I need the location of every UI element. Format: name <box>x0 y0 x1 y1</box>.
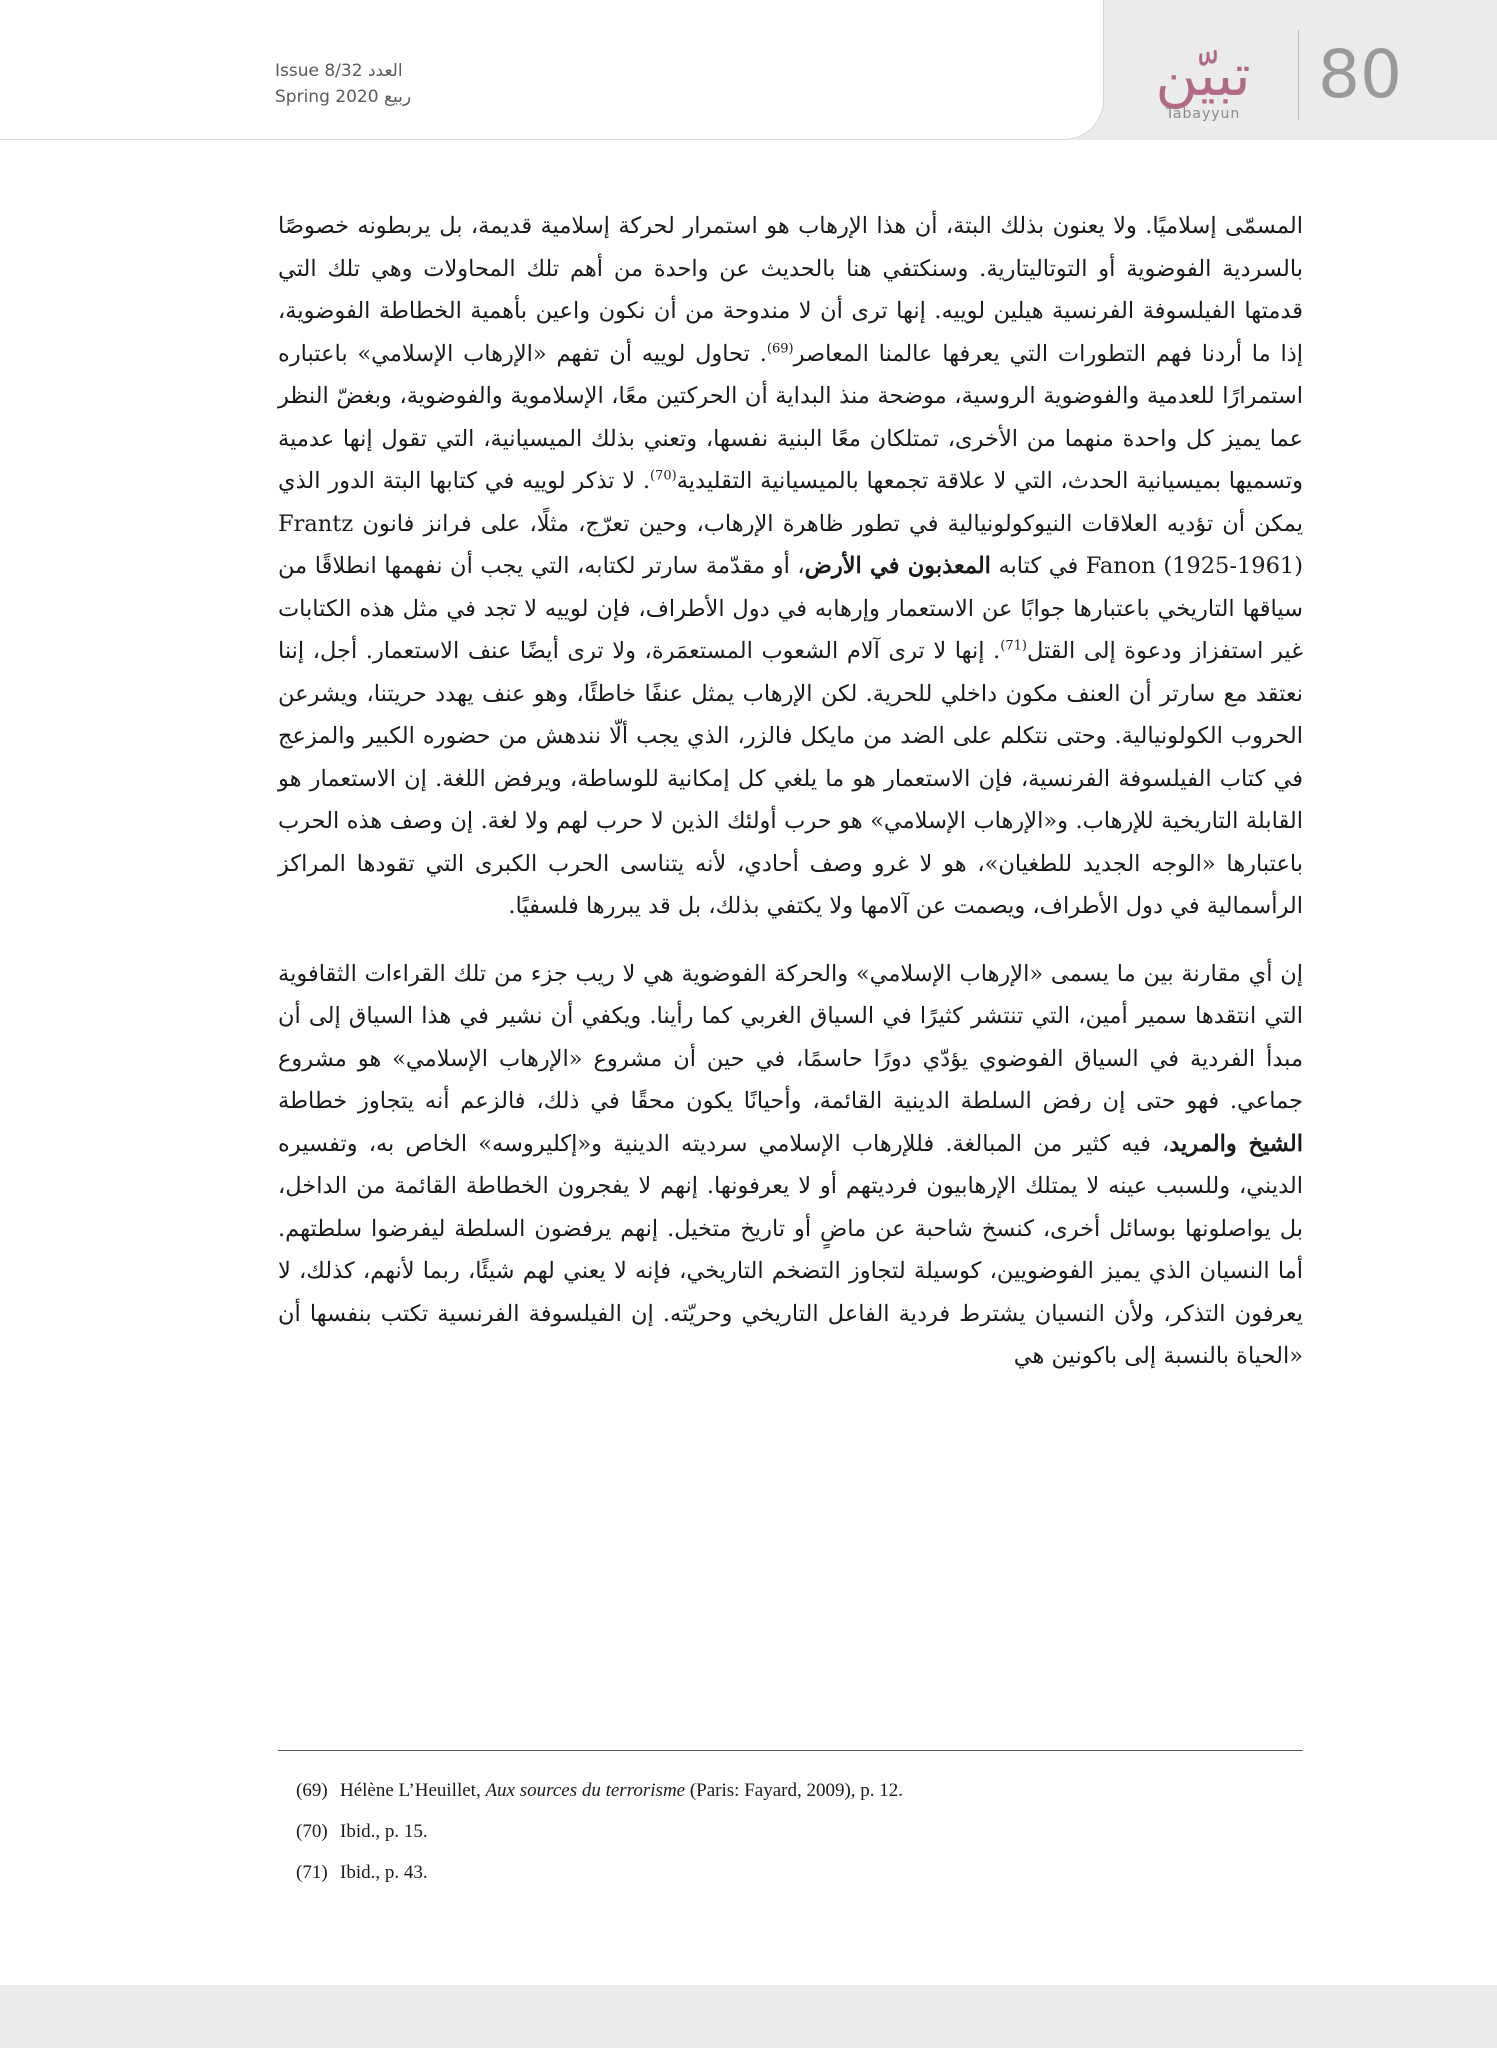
footnote-rest: (Paris: Fayard, 2009), p. 12. <box>685 1780 904 1801</box>
footnote-ref-69[interactable]: (69) <box>766 341 794 356</box>
text-run: . إنها لا ترى آلام الشعوب المستعمَرة، ولا ترى أيضًا عنف الاستعمار. أجل، إننا نعتقد مع سارتر أن العنف مكون داخلي للحرية. لكن الإرهاب يمثل عنفًا خاطئًا، وهو عنف يهدد حريتنا، ويشرعن الحروب الكولونيالية. وحتى نتكلم على الضد من مايكل فالزر، الذي يجب ألّا نندهش من حضوره الكبير والمزعج في كتاب الفيلسوفة الفرنسية، فإن الاستعمار هو ما يلغي كل إمكانية للوساطة، ويرفض اللغة. إن الاستعمار هو القابلة التاريخية للإرهاب. و«الإرهاب الإسلامي» هو حرب أولئك الذين لا حرب لهم ولا لغة. إن وصف هذه الحرب باعتبارها «الوجه الجديد للطغيان»، هو لا غرو وصف أحادي، لأنه يتناسى الحرب الكبرى التي تقودها المراكز الرأسمالية في دول الأطراف، ويصمت عن آلامها ولا يكتفي بذلك، بل قد يبررها فلسفيًا. <box>278 638 1303 919</box>
logo-latin: Tabayyun <box>1165 106 1241 122</box>
footnote-title: Aux sources du terrorisme <box>485 1780 686 1801</box>
footnote-69 <box>296 1770 1296 1811</box>
footnotes <box>296 1770 1296 1893</box>
footnote-number: (70) <box>296 1821 328 1842</box>
text-run: . تحاول لوييه أن تفهم «الإرهاب الإسلامي» باعتباره استمرارًا للعدمية والفوضوية الروسية، موضحة منذ البداية أن الحركتين معًا، الإسلاموية والفوضوية، وبغضّ النظر عما يميز كل واحدة منهما من الأخرى، تمتلكان معًا البنية نفسها، وتعني بذلك الميسيانية، التي تقول إنها عدمية وتسميها بميسيانية الحدث، التي لا علاقة تجمعها بالميسيانية التقليدية <box>278 340 1303 494</box>
footnote-number: (71) <box>296 1862 328 1883</box>
header-card <box>0 0 1104 140</box>
footnote-ref-70[interactable]: (70) <box>650 468 677 484</box>
page-number: 80 <box>1318 36 1402 113</box>
header-divider <box>1298 30 1299 120</box>
paragraph-2 <box>278 953 1303 1378</box>
season-line: Spring 2020 ربيع <box>275 87 412 107</box>
footnote-author: Hélène L’Heuillet, <box>340 1780 486 1801</box>
text-run: . لا تذكر لوييه في كتابها البتة الدور الذي يمكن أن تؤديه العلاقات النيوكولونيالية في تطور ظاهرة الإرهاب، وحين تعرّج، مثلًا، على فرانز فانون Frantz Fanon (1925-1961) في كتابه <box>278 468 1303 579</box>
issue-info <box>275 58 455 110</box>
paragraph-1 <box>278 205 1303 928</box>
book-title: المعذبون في الأرض <box>804 553 991 579</box>
footnote-ref-71[interactable]: (71) <box>1000 638 1027 654</box>
footnote-text: Ibid., p. 43. <box>340 1862 428 1883</box>
article-body <box>278 205 1303 1378</box>
text-run: إن أي مقارنة بين ما يسمى «الإرهاب الإسلامي» والحركة الفوضوية هي لا ريب جزء من تلك القراءات الثقافوية التي انتقدها سمير أمين، التي تنتشر كثيرًا في السياق الغربي كما رأينا. ويكفي أن نشير في هذا السياق إلى أن مبدأ الفردية في السياق الفوضوي يؤدّي دورًا حاسمًا، في حين أن مشروع «الإرهاب الإسلامي» هو مشروع جماعي. فهو حتى إن رفض السلطة الدينية القائمة، وأحيانًا يكون محقًا في ذلك، فالزعم أنه يتجاوز خطاطة <box>278 960 1303 1114</box>
text-run: المسمّى إسلاميًا. ولا يعنون بذلك البتة، أن هذا الإرهاب هو استمرار لحركة إسلامية قديمة، بل يربطونه خصوصًا بالسردية الفوضوية أو التوتاليتارية. وسنكتفي هنا بالحديث عن واحدة من أهم تلك المحاولات وهي تلك التي قدمتها الفيلسوفة الفرنسية هيلين لوييه. إنها ترى أن لا مندوحة من أن نكون واعين بأهمية الخطاطة الفوضوية، إذا ما أردنا فهم التطورات التي يعرفها عالمنا المعاصر <box>278 213 1303 367</box>
journal-logo <box>1128 40 1278 130</box>
footnote-rule <box>278 1750 1303 1751</box>
bold-phrase: الشيخ والمريد <box>1169 1130 1303 1157</box>
logo-arabic: تبيّن <box>1155 41 1251 109</box>
footnote-number: (69) <box>296 1780 328 1801</box>
bottom-band <box>0 1985 1497 2048</box>
footnote-70 <box>296 1811 1296 1852</box>
footnote-text: Ibid., p. 15. <box>340 1821 428 1842</box>
text-run: ، أو مقدّمة سارتر لكتابه، التي يجب أن نفهمها انطلاقًا من سياقها التاريخي باعتبارها جوابًا عن الاستعمار وإرهابه في دول الأطراف، فإن لوييه لا تجد في مثل هذه الكتابات غير استفزاز ودعوة إلى القتل <box>278 553 1303 664</box>
footnote-71 <box>296 1852 1296 1893</box>
text-run: ، فيه كثير من المبالغة. فللإرهاب الإسلامي سرديته الدينية و«إكليروسه» الخاص به، وتفسيره الديني، وللسبب عينه لا يمتلك الإرهابيون فرديتهم أو لا يعرفونها. إنهم لا يفجرون الخطاطة القائمة من الداخل، بل يواصلونها بوسائل أخرى، كنسخ شاحبة عن ماضٍ أو تاريخ متخيل. إنهم يرفضون السلطة ليفرضوا سلطتهم. أما النسيان الذي يميز الفوضويين، كوسيلة لتجاوز التضخم التاريخي، فإنه لا يعني لهم شيئًا، ربما لأنهم، كذلك، لا يعرفون التذكر، ولأن النسيان يشترط فردية الفاعل التاريخي وحريّته. إن الفيلسوفة الفرنسية تكتب بنفسها أن «الحياة بالنسبة إلى باكونين هي <box>278 1130 1303 1369</box>
issue-line: Issue 8/32 العدد <box>275 61 403 81</box>
